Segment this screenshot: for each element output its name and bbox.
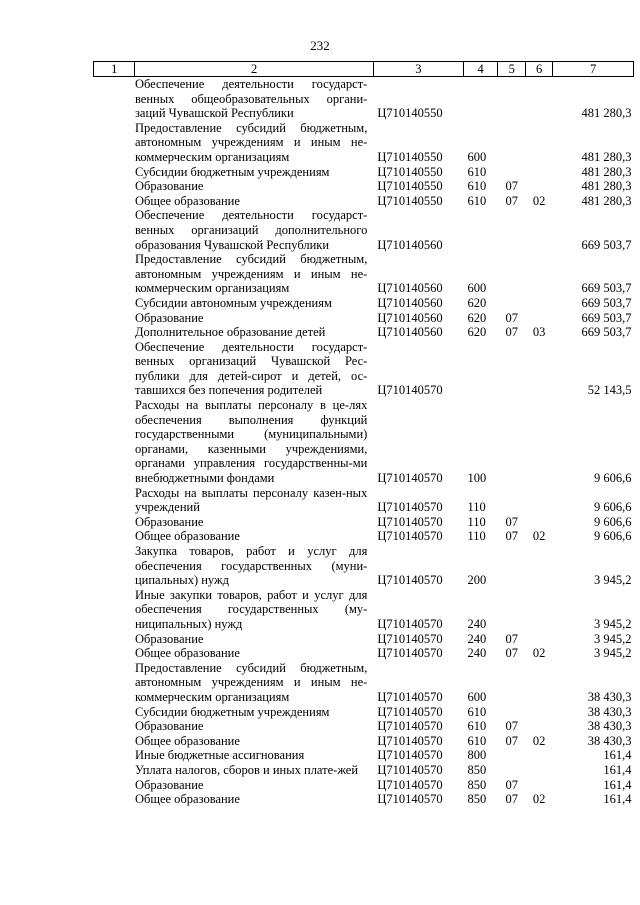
cell-name: Образование <box>134 777 204 792</box>
cell-expense-type <box>464 77 498 121</box>
cell-amount: 481 280,3 <box>581 164 632 179</box>
cell-name: Субсидии бюджетным учреждениям <box>134 704 330 719</box>
cell-expense-type: 240 <box>467 646 487 661</box>
cell-section: 07 <box>505 777 518 792</box>
cell-amount: 669 503,7 <box>581 237 632 252</box>
cell-target-code: Ц710140570 <box>377 616 443 631</box>
cell-expense-type: 100 <box>467 471 487 486</box>
cell-target-code: Ц710140570 <box>377 471 443 486</box>
cell-subsection <box>526 486 553 515</box>
cell-expense-type: 110 <box>467 529 486 544</box>
cell-amount: 38 430,3 <box>587 719 632 734</box>
cell-target-code: Ц710140570 <box>377 573 443 588</box>
cell-empty <box>94 252 135 296</box>
cell-section: 07 <box>505 325 518 340</box>
cell-expense-type: 240 <box>467 616 487 631</box>
table-row <box>94 208 634 252</box>
table-row <box>94 778 634 793</box>
cell-amount: 669 503,7 <box>581 281 632 296</box>
cell-subsection: 03 <box>532 325 546 340</box>
cell-section: 07 <box>505 792 518 807</box>
cell-expense-type: 240 <box>467 631 487 646</box>
table-header <box>94 62 634 77</box>
cell-section: 07 <box>505 646 518 661</box>
cell-subsection: 02 <box>532 792 546 807</box>
cell-subsection <box>526 748 553 763</box>
cell-name: Расходы на выплаты персоналу казен-ных учреждений <box>134 485 368 515</box>
cell-target-code: Ц710140570 <box>377 748 443 763</box>
cell-empty <box>94 778 135 793</box>
cell-section <box>498 486 526 515</box>
cell-amount: 3 945,2 <box>594 616 632 631</box>
cell-target-code: Ц710140560 <box>377 295 443 310</box>
cell-section: 07 <box>505 733 518 748</box>
cell-amount: 3 945,2 <box>594 646 632 661</box>
cell-target-code: Ц710140570 <box>377 500 443 515</box>
table-row <box>94 325 634 340</box>
cell-name: Образование <box>134 514 204 529</box>
cell-subsection <box>526 588 553 632</box>
cell-name: Обеспечение деятельности государст-венных организаций Чувашской Рес-публики для детей-сирот и детей, ос-тавшихся без попечения родителей <box>134 339 368 398</box>
table-row <box>94 340 634 398</box>
cell-empty <box>94 705 135 720</box>
cell-subsection <box>526 252 553 296</box>
cell-section <box>498 77 526 121</box>
cell-target-code: Ц710140550 <box>377 164 443 179</box>
cell-subsection <box>526 208 553 252</box>
cell-name: Субсидии бюджетным учреждениям <box>134 164 330 179</box>
cell-expense-type: 600 <box>467 281 487 296</box>
cell-section <box>498 661 526 705</box>
table-row <box>94 792 634 807</box>
cell-subsection <box>526 340 553 398</box>
cell-expense-type: 850 <box>467 792 487 807</box>
cell-amount: 9 606,6 <box>594 500 632 515</box>
cell-name: Общее образование <box>134 792 240 807</box>
table-row <box>94 529 634 544</box>
cell-empty <box>94 296 135 311</box>
table-body <box>94 77 634 807</box>
cell-name: Общее образование <box>134 646 240 661</box>
cell-empty <box>94 165 135 180</box>
cell-section <box>498 121 526 165</box>
cell-name: Обеспечение деятельности государст-венных организаций дополнительного образования Чувашской Республики <box>134 208 368 252</box>
column-header-5: 5 <box>498 62 526 77</box>
cell-target-code: Ц710140570 <box>377 631 443 646</box>
cell-amount: 669 503,7 <box>581 310 632 325</box>
cell-subsection <box>526 121 553 165</box>
cell-name: Уплата налогов, сборов и иных плате-жей <box>134 762 359 777</box>
cell-empty <box>94 398 135 486</box>
budget-table <box>93 61 634 807</box>
page-number: 232 <box>310 38 330 53</box>
cell-subsection <box>526 705 553 720</box>
cell-expense-type: 620 <box>467 325 487 340</box>
cell-section <box>498 165 526 180</box>
cell-subsection <box>526 778 553 793</box>
cell-amount: 669 503,7 <box>581 325 632 340</box>
table-row <box>94 296 634 311</box>
cell-expense-type: 620 <box>467 310 487 325</box>
cell-section: 07 <box>505 514 518 529</box>
cell-empty <box>94 646 135 661</box>
cell-amount: 52 143,5 <box>587 383 632 398</box>
cell-empty <box>94 719 135 734</box>
cell-amount: 9 606,6 <box>594 514 632 529</box>
cell-subsection <box>526 661 553 705</box>
cell-subsection: 02 <box>532 646 546 661</box>
cell-target-code: Ц710140570 <box>377 646 443 661</box>
cell-target-code: Ц710140560 <box>377 310 443 325</box>
cell-section: 07 <box>505 529 518 544</box>
table-row <box>94 121 634 165</box>
cell-amount: 481 280,3 <box>581 193 632 208</box>
cell-target-code: Ц710140570 <box>377 777 443 792</box>
cell-amount: 9 606,6 <box>594 471 632 486</box>
cell-section <box>498 588 526 632</box>
cell-empty <box>94 588 135 632</box>
cell-name: Расходы на выплаты персоналу в це-лях обеспечения выполнения функций государственными (муниципальными) органами, казенными учреждениями, органами управления государственны-ми внебюджетными фондами <box>134 398 368 486</box>
cell-empty <box>94 734 135 749</box>
cell-expense-type: 110 <box>467 514 486 529</box>
cell-section: 07 <box>505 631 518 646</box>
table-row <box>94 705 634 720</box>
column-header-7: 7 <box>553 62 634 77</box>
cell-expense-type: 110 <box>467 500 486 515</box>
cell-name: Закупка товаров, работ и услуг для обеспечения государственных (муни-ципальных) нужд <box>134 544 368 588</box>
table-row <box>94 165 634 180</box>
table-row <box>94 646 634 661</box>
cell-amount: 481 280,3 <box>581 179 632 194</box>
cell-expense-type: 610 <box>467 179 487 194</box>
cell-subsection: 02 <box>532 529 546 544</box>
cell-target-code: Ц710140570 <box>377 514 443 529</box>
cell-name: Иные закупки товаров, работ и услуг для обеспечения государственных (му-ниципальных) нужд <box>134 587 368 631</box>
cell-subsection <box>526 544 553 588</box>
column-header-1: 1 <box>94 62 135 77</box>
column-header-3: 3 <box>373 62 463 77</box>
cell-expense-type: 600 <box>467 689 487 704</box>
cell-empty <box>94 661 135 705</box>
cell-amount: 38 430,3 <box>587 733 632 748</box>
table-row <box>94 661 634 705</box>
cell-target-code: Ц710140570 <box>377 689 443 704</box>
cell-subsection: 02 <box>532 193 546 208</box>
cell-section: 07 <box>505 719 518 734</box>
cell-name: Предоставление субсидий бюджетным, автономным учреждениям и иным не-коммерческим организациям <box>134 660 368 704</box>
cell-empty <box>94 121 135 165</box>
column-header-6: 6 <box>526 62 553 77</box>
cell-empty <box>94 340 135 398</box>
table-row <box>94 719 634 734</box>
cell-section <box>498 340 526 398</box>
cell-subsection: 02 <box>532 733 546 748</box>
cell-expense-type: 610 <box>467 719 487 734</box>
cell-empty <box>94 544 135 588</box>
table-row <box>94 544 634 588</box>
cell-target-code: Ц710140570 <box>377 383 443 398</box>
table-row <box>94 763 634 778</box>
cell-amount: 38 430,3 <box>587 704 632 719</box>
cell-expense-type <box>464 208 498 252</box>
cell-subsection <box>526 77 553 121</box>
table-row <box>94 486 634 515</box>
table-row <box>94 632 634 647</box>
cell-section <box>498 763 526 778</box>
cell-empty <box>94 486 135 515</box>
cell-expense-type: 620 <box>467 295 487 310</box>
cell-section: 07 <box>505 179 518 194</box>
cell-name: Субсидии автономным учреждениям <box>134 295 332 310</box>
cell-expense-type: 850 <box>467 762 487 777</box>
cell-name: Предоставление субсидий бюджетным, автономным учреждениям и иным не-коммерческим организациям <box>134 120 368 164</box>
cell-target-code: Ц710140550 <box>377 106 443 121</box>
cell-subsection <box>526 719 553 734</box>
cell-empty <box>94 179 135 194</box>
cell-name: Общее образование <box>134 733 240 748</box>
cell-subsection <box>526 179 553 194</box>
cell-target-code: Ц710140550 <box>377 179 443 194</box>
cell-subsection <box>526 632 553 647</box>
cell-empty <box>94 325 135 340</box>
cell-target-code: Ц710140570 <box>377 719 443 734</box>
cell-name: Обеспечение деятельности государст-венных общеобразовательных органи-заций Чувашской Республики <box>134 77 368 121</box>
table-row <box>94 252 634 296</box>
table-row <box>94 398 634 486</box>
cell-name: Дополнительное образование детей <box>134 325 326 340</box>
cell-target-code: Ц710140570 <box>377 792 443 807</box>
cell-expense-type: 610 <box>467 193 487 208</box>
cell-amount: 481 280,3 <box>581 149 632 164</box>
cell-amount: 161,4 <box>603 762 632 777</box>
cell-empty <box>94 77 135 121</box>
table-row <box>94 194 634 209</box>
cell-target-code: Ц710140550 <box>377 149 443 164</box>
cell-empty <box>94 763 135 778</box>
cell-name: Иные бюджетные ассигнования <box>134 748 305 763</box>
table-row <box>94 734 634 749</box>
cell-empty <box>94 208 135 252</box>
table-row <box>94 515 634 530</box>
cell-subsection <box>526 165 553 180</box>
table-row <box>94 748 634 763</box>
cell-section <box>498 208 526 252</box>
cell-empty <box>94 632 135 647</box>
cell-name: Образование <box>134 310 204 325</box>
cell-section <box>498 296 526 311</box>
table-row <box>94 311 634 326</box>
cell-target-code: Ц710140570 <box>377 529 443 544</box>
cell-empty <box>94 748 135 763</box>
cell-subsection <box>526 398 553 486</box>
cell-empty <box>94 311 135 326</box>
cell-subsection <box>526 515 553 530</box>
cell-expense-type: 610 <box>467 704 487 719</box>
cell-expense-type: 200 <box>467 573 487 588</box>
cell-expense-type: 600 <box>467 149 487 164</box>
cell-amount: 161,4 <box>603 777 632 792</box>
cell-section <box>498 705 526 720</box>
cell-amount: 481 280,3 <box>581 106 632 121</box>
cell-name: Общее образование <box>134 193 240 208</box>
table-row <box>94 588 634 632</box>
cell-section <box>498 398 526 486</box>
column-header-2: 2 <box>135 62 373 77</box>
cell-target-code: Ц710140570 <box>377 733 443 748</box>
cell-expense-type: 800 <box>467 748 487 763</box>
cell-section <box>498 252 526 296</box>
cell-empty <box>94 515 135 530</box>
cell-amount: 9 606,6 <box>594 529 632 544</box>
cell-name: Предоставление субсидий бюджетным, автономным учреждениям и иным не-коммерческим организациям <box>134 252 368 296</box>
cell-empty <box>94 529 135 544</box>
cell-amount: 669 503,7 <box>581 295 632 310</box>
cell-target-code: Ц710140570 <box>377 762 443 777</box>
table-row <box>94 77 634 121</box>
cell-empty <box>94 792 135 807</box>
cell-amount: 3 945,2 <box>594 631 632 646</box>
table-row <box>94 179 634 194</box>
cell-name: Общее образование <box>134 529 240 544</box>
cell-name: Образование <box>134 179 204 194</box>
cell-expense-type: 610 <box>467 164 487 179</box>
cell-section <box>498 748 526 763</box>
cell-empty <box>94 194 135 209</box>
cell-section: 07 <box>505 193 518 208</box>
cell-subsection <box>526 296 553 311</box>
cell-target-code: Ц710140560 <box>377 237 443 252</box>
cell-expense-type: 850 <box>467 777 487 792</box>
cell-name: Образование <box>134 719 204 734</box>
cell-section <box>498 544 526 588</box>
cell-target-code: Ц710140560 <box>377 325 443 340</box>
cell-amount: 161,4 <box>603 748 632 763</box>
cell-amount: 3 945,2 <box>594 573 632 588</box>
cell-expense-type: 610 <box>467 733 487 748</box>
cell-target-code: Ц710140560 <box>377 281 443 296</box>
cell-subsection <box>526 311 553 326</box>
cell-target-code: Ц710140570 <box>377 704 443 719</box>
cell-amount: 161,4 <box>603 792 632 807</box>
cell-target-code: Ц710140550 <box>377 193 443 208</box>
cell-expense-type <box>464 340 498 398</box>
cell-section: 07 <box>505 310 518 325</box>
column-header-4: 4 <box>464 62 498 77</box>
cell-subsection <box>526 763 553 778</box>
cell-amount: 38 430,3 <box>587 689 632 704</box>
cell-name: Образование <box>134 631 204 646</box>
